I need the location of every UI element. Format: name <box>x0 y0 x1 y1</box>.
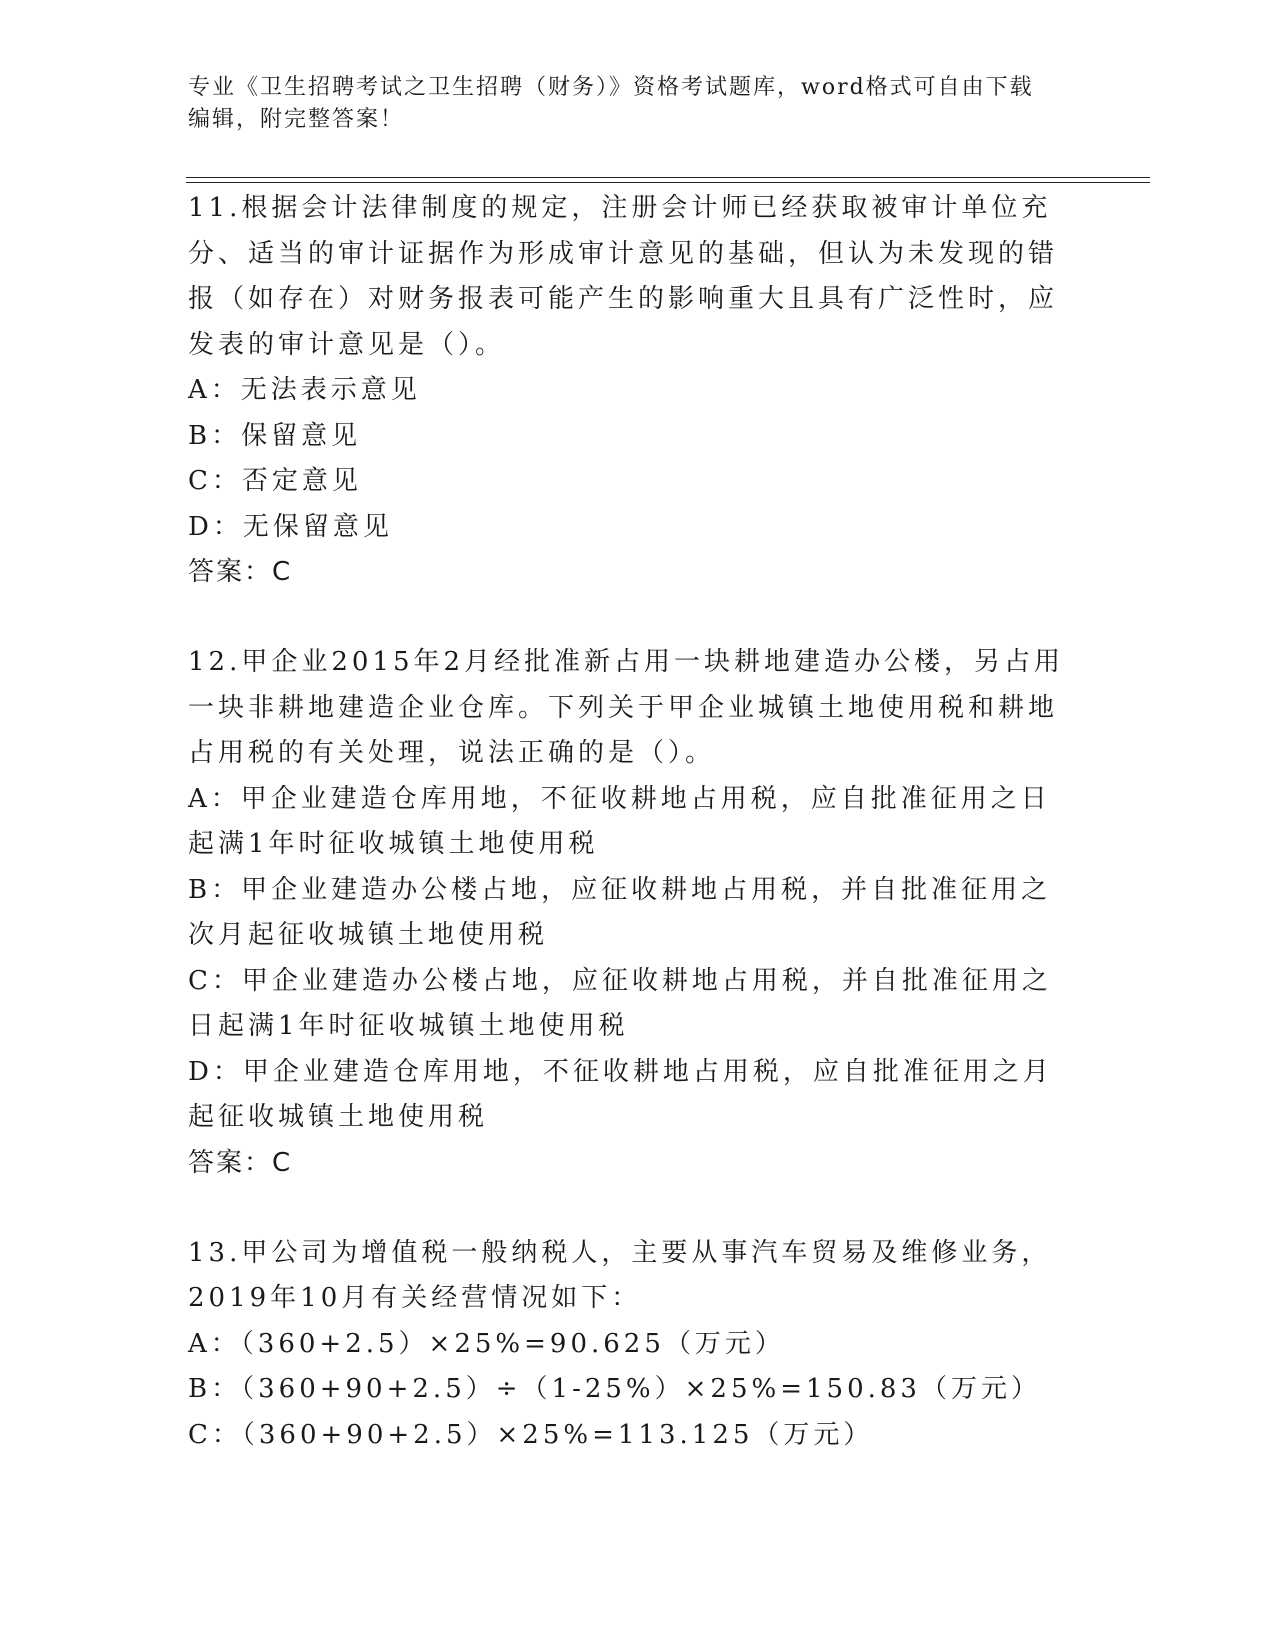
option-b: B：甲企业建造办公楼占地，应征收耕地占用税，并自批准征用之次月起征收城镇土地使用税 <box>188 874 1052 950</box>
header-line-2: 编辑，附完整答案！ <box>188 107 405 132</box>
option-b: B：保留意见 <box>188 420 362 451</box>
header-divider-top <box>186 177 1150 178</box>
question-11 <box>188 186 1068 595</box>
header-divider-bottom <box>186 182 1150 183</box>
option-a: A：甲企业建造仓库用地，不征收耕地占用税，应自批准征用之日起满1年时征收城镇土地使用税 <box>188 783 1051 859</box>
option-d: D：甲企业建造仓库用地，不征收耕地占用税，应自批准征用之月起征收城镇土地使用税 <box>188 1056 1053 1132</box>
question-text: 13.甲公司为增值税一般纳税人，主要从事汽车贸易及维修业务，2019年10月有关经营情况如下： <box>188 1237 1052 1313</box>
document-header <box>188 72 1088 136</box>
question-13 <box>188 1231 1068 1459</box>
answer: 答案：C <box>188 557 293 587</box>
option-c: C：（360+90+2.5）×25%=113.125（万元） <box>188 1419 874 1450</box>
option-a: A：（360+2.5）×25%=90.625（万元） <box>188 1328 785 1359</box>
header-line-1: 专业《卫生招聘考试之卫生招聘（财务）》资格考试题库，word格式可自由下载 <box>188 75 1034 100</box>
question-text: 12.甲企业2015年2月经批准新占用一块耕地建造办公楼，另占用一块非耕地建造企业仓库。下列关于甲企业城镇土地使用税和耕地占用税的有关处理，说法正确的是（）。 <box>188 647 1065 768</box>
question-spacer <box>188 1186 1068 1231</box>
question-text: 11.根据会计法律制度的规定，注册会计师已经获取被审计单位充分、适当的审计证据作为形成审计意见的基础，但认为未发现的错报（如存在）对财务报表可能产生的影响重大且具有广泛性时，应发表的审计意见是（）。 <box>188 193 1059 360</box>
option-d: D：无保留意见 <box>188 511 393 542</box>
option-b: B：（360+90+2.5）÷（1-25%）×25%=150.83（万元） <box>188 1374 1041 1404</box>
option-c: C：甲企业建造办公楼占地，应征收耕地占用税，并自批准征用之日起满1年时征收城镇土地使用税 <box>188 965 1052 1041</box>
question-spacer <box>188 595 1068 640</box>
answer: 答案：C <box>188 1147 293 1178</box>
question-list <box>188 186 1068 1458</box>
option-c: C：否定意见 <box>188 466 362 496</box>
option-a: A：无法表示意见 <box>188 375 421 405</box>
question-12 <box>188 640 1068 1186</box>
